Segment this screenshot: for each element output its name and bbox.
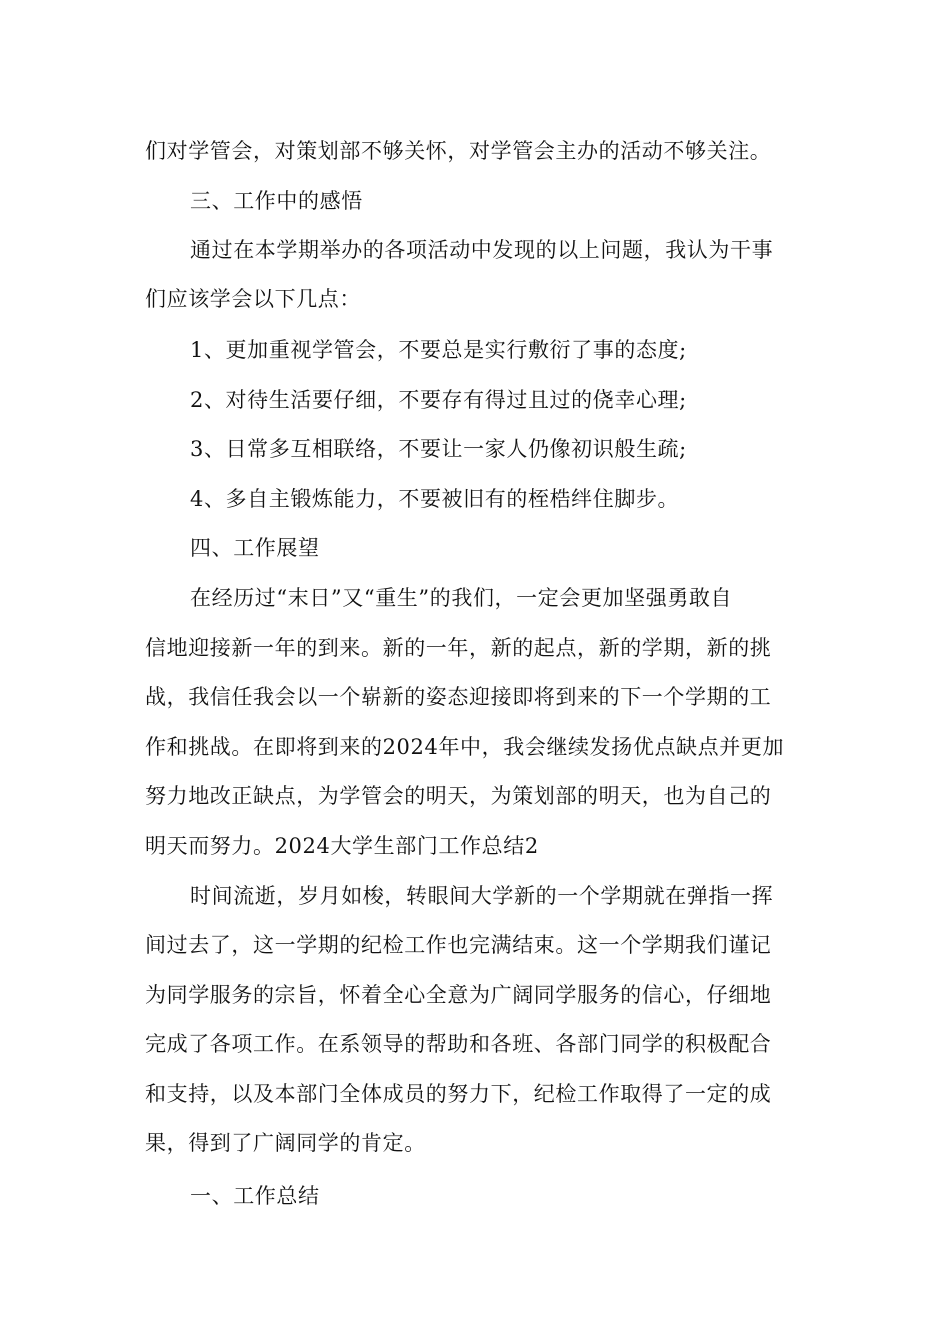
list-item: 1、更加重视学管会，不要总是实行敷衍了事的态度; — [190, 338, 687, 362]
paragraph-line: 们对学管会，对策划部不够关怀，对学管会主办的活动不够关注。 — [145, 139, 772, 163]
paragraph-line: 明天而努力。2024大学生部门工作总结2 — [145, 834, 539, 858]
section-heading: 一、工作总结 — [190, 1184, 320, 1208]
paragraph-line: 作和挑战。在即将到来的2024年中，我会继续发扬优点缺点并更加 — [145, 735, 785, 759]
section-heading: 四、工作展望 — [190, 536, 320, 560]
paragraph-line: 们应该学会以下几点： — [145, 287, 361, 311]
paragraph-line: 完成了各项工作。在系领导的帮助和各班、各部门同学的积极配合 — [145, 1032, 772, 1056]
paragraph-line: 和支持，以及本部门全体成员的努力下，纪检工作取得了一定的成 — [145, 1082, 772, 1106]
paragraph-line: 通过在本学期举办的各项活动中发现的以上问题，我认为干事 — [190, 238, 774, 262]
paragraph-line: 间过去了，这一学期的纪检工作也完满结束。这一个学期我们谨记 — [145, 933, 772, 957]
paragraph-line: 时间流逝，岁月如梭，转眼间大学新的一个学期就在弹指一挥 — [190, 884, 774, 908]
section-heading: 三、工作中的感悟 — [190, 189, 363, 213]
paragraph-line: 信地迎接新一年的到来。新的一年，新的起点，新的学期，新的挑 — [145, 636, 772, 660]
list-item: 3、日常多互相联络，不要让一家人仍像初识般生疏; — [190, 437, 687, 461]
list-item: 4、多自主锻炼能力，不要被旧有的桎梏绊住脚步。 — [190, 487, 680, 511]
paragraph-line: 在经历过“末日”又“重生”的我们，一定会更加坚强勇敢自 — [190, 586, 733, 610]
paragraph-line: 努力地改正缺点，为学管会的明天，为策划部的明天，也为自己的 — [145, 784, 772, 808]
paragraph-line: 果，得到了广阔同学的肯定。 — [145, 1131, 426, 1155]
paragraph-line: 战，我信任我会以一个崭新的姿态迎接即将到来的下一个学期的工 — [145, 685, 772, 709]
paragraph-line: 为同学服务的宗旨，怀着全心全意为广阔同学服务的信心，仔细地 — [145, 983, 772, 1007]
list-item: 2、对待生活要仔细，不要存有得过且过的侥幸心理; — [190, 388, 687, 412]
